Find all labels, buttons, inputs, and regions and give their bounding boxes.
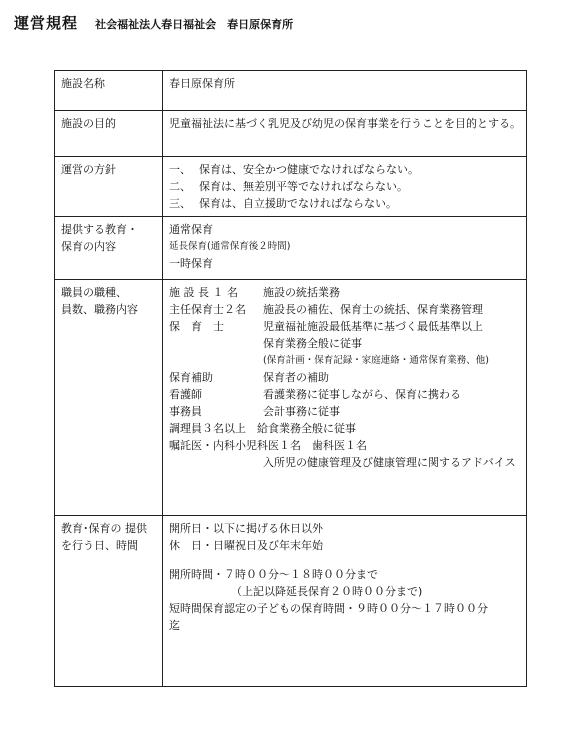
table-row (55, 280, 527, 516)
row-label: 施設の目的 (55, 111, 163, 157)
row-label-line: 員数、職務内容 (61, 303, 138, 316)
staff-duty: 保育者の補助 (263, 371, 329, 384)
staff-line: 調理員３名以上 給食業務全般に従事 (169, 422, 356, 435)
facility-name-value: 春日原保育所 (163, 71, 527, 111)
staff-role: 主任保育士２名 (169, 303, 246, 316)
policy-text: 保育は、安全かつ健康でなければならない。 (199, 163, 419, 176)
row-label-line: 保育の内容 (61, 240, 116, 253)
staff-list (163, 280, 527, 516)
list-item: 通常保育 (169, 223, 213, 236)
spacer (169, 554, 521, 566)
policy-number: 三、 (169, 197, 191, 210)
document-subtitle: 社会福祉法人春日福祉会 春日原保育所 (95, 18, 294, 31)
table-row (55, 71, 527, 111)
policy-text: 保育は、無差別平等でなければならない。 (199, 180, 408, 193)
holidays-text: 休 日・日曜祝日及び年末年始 (169, 539, 323, 552)
table-row (55, 157, 527, 217)
table-row (55, 516, 527, 687)
open-hours-text: 開所時間・７時００分～１８時００分まで (169, 568, 378, 581)
document-title: 運営規程 (14, 14, 79, 32)
list-item (169, 161, 521, 178)
row-label-line: 提供する教育・ (61, 223, 138, 236)
policy-list (163, 157, 527, 217)
list-item: 延長保育(通常保育後２時間) (169, 241, 291, 252)
policy-number: 一、 (169, 163, 191, 176)
education-list (163, 217, 527, 280)
hours-details (163, 516, 527, 687)
row-label (55, 280, 163, 516)
staff-role: 施 設 長 １ 名 (169, 286, 238, 299)
staff-line: 嘱託医・内科小児科医１名 歯科医１名 (169, 439, 367, 452)
list-item (169, 195, 521, 212)
list-item (169, 178, 521, 195)
policy-number: 二、 (169, 180, 191, 193)
staff-duty: (保育計画・保育記録・家庭連絡・通常保育業務、他) (263, 355, 489, 366)
table-row (55, 111, 527, 157)
staff-role: 看護師 (169, 388, 202, 401)
facility-purpose-value (163, 111, 527, 157)
staff-role: 事務員 (169, 405, 202, 418)
document-header (14, 12, 293, 33)
staff-duty: 児童福祉施設最低基準に基づく最低基準以上 (263, 320, 483, 333)
policy-text: 保育は、自立援助でなければならない。 (199, 197, 397, 210)
row-label-line: を行う日、時間 (61, 539, 138, 552)
extended-hours-note: （上記以降延長保育２０時００分まで) (231, 585, 423, 598)
staff-duty: 保育業務全般に従事 (263, 337, 362, 350)
staff-role: 保 育 士 (169, 320, 224, 333)
row-label-line: 職員の職種、 (61, 286, 127, 299)
table-row (55, 217, 527, 280)
list-item: 一時保育 (169, 257, 213, 270)
staff-grid (169, 284, 521, 471)
row-label: 施設名称 (55, 71, 163, 111)
row-label (55, 217, 163, 280)
staff-duty: 施設長の補佐、保育士の統括、保育業務管理 (263, 303, 483, 316)
row-label: 運営の方針 (55, 157, 163, 217)
row-label (55, 516, 163, 687)
short-care-hours-text: 短時間保育認定の子どもの保育時間・９時００分～１７時００分 (169, 602, 488, 615)
staff-duty: 施設の統括業務 (263, 286, 340, 299)
staff-duty: 会計事務に従事 (263, 405, 340, 418)
rules-table (54, 70, 527, 687)
row-label-line: 教育･保育の 提供 (61, 522, 147, 535)
staff-duty: 看護業務に従事しながら、保育に携わる (263, 388, 461, 401)
staff-role: 保育補助 (169, 371, 213, 384)
open-days-text: 開所日・以下に掲げる休日以外 (169, 522, 323, 535)
short-care-hours-text: 迄 (169, 619, 180, 632)
staff-duty: 入所児の健康管理及び健康管理に関するアドバイス (263, 456, 516, 469)
purpose-text: 児童福祉法に基づく乳児及び幼児の保育事業を行うことを目的とする。 (169, 117, 521, 130)
